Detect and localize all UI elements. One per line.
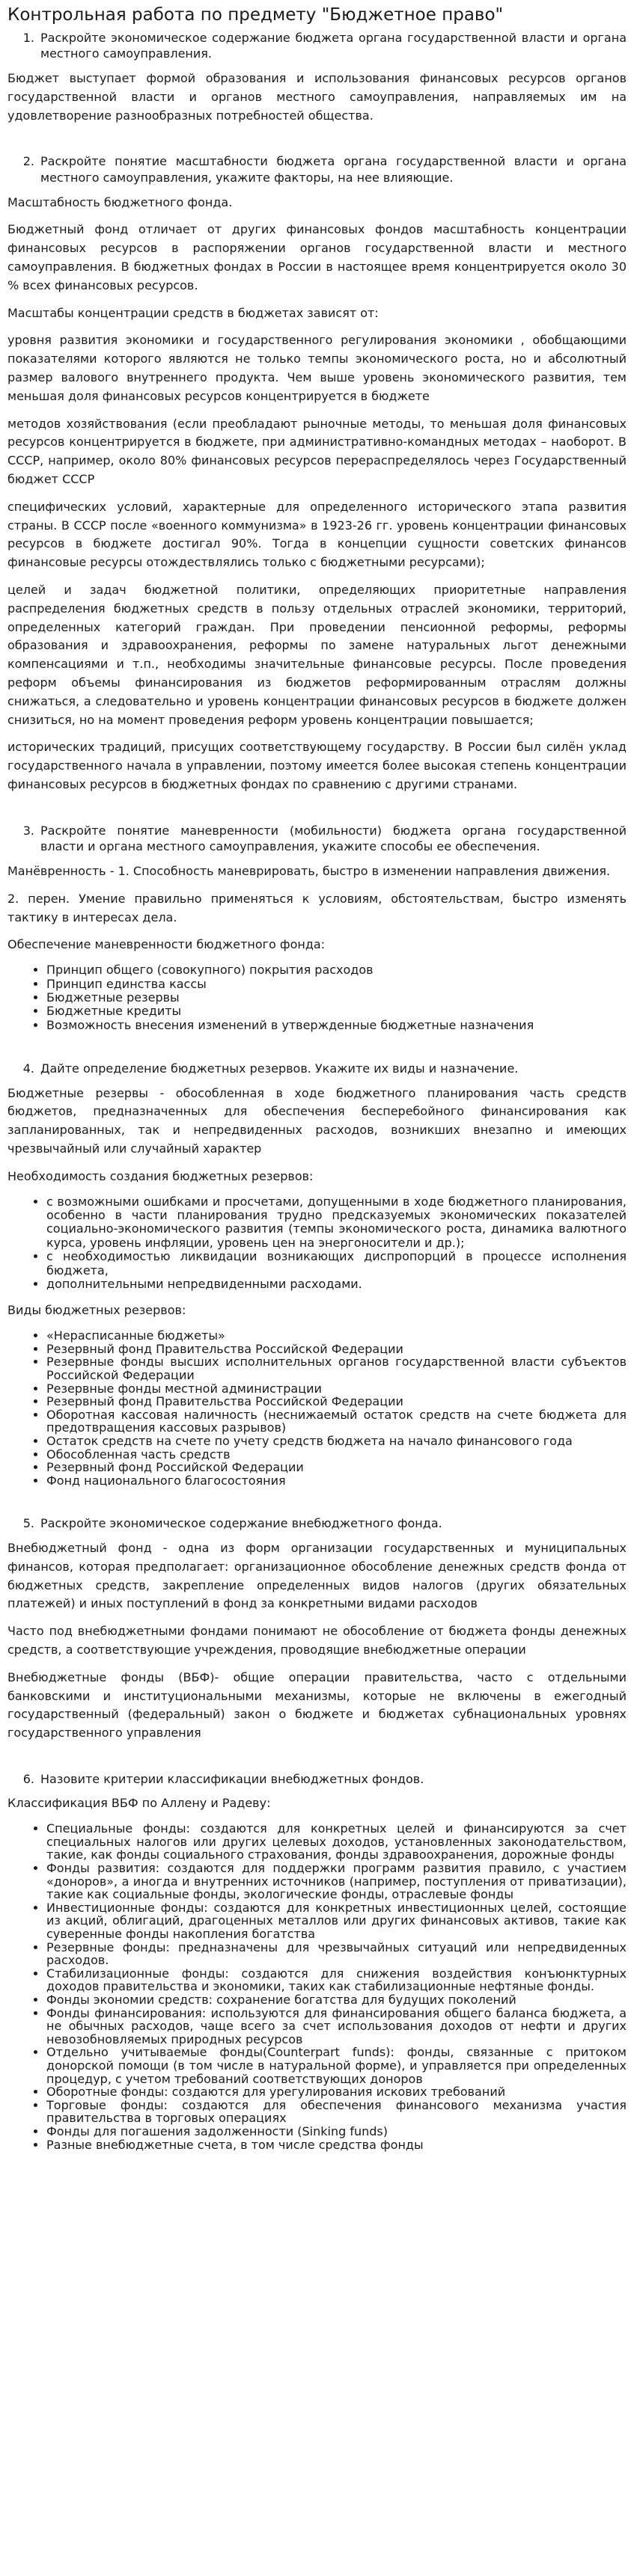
paragraph: 2. перен. Умение правильно применяться к условиям, обстоятельствам, быстро изменять тактику в интересах дела. [7,891,627,924]
list-item: • Фонды экономии средств: сохранение богатства для будущих поколений [46,1993,627,2007]
question-text: Раскройте экономическое содержание внебюджетного фонда. [40,1516,442,1531]
section-6 [7,1771,627,2151]
list-item: • с необходимостью ликвидации возникающих диспропорций в процессе исполнения бюджета, [46,1250,627,1278]
question-text: Дайте определение бюджетных резервов. Укажите их виды и назначение. [40,1061,519,1076]
paragraph: уровня развития экономики и государственного регулирования экономики , обобщающими показателями которого являются не только темпы экономического роста, но и абсолютный размер валового внутреннего продукта. Чем выше уровень экономического развития, тем меньшая доля финансовых ресурсов концентрируется в бюджете [7,333,627,403]
list-item: • Обособленная часть средств [46,1448,627,1462]
section-2 [7,153,627,794]
list-item: • Инвестиционные фонды: создаются для конкретных инвестиционных целей, состоящие из акций, облигаций, драгоценных металлов или других финансовых активов, такие как суверенные фонды накопления богатства [46,1901,627,1941]
paragraph: Виды бюджетных резервов: [7,1303,186,1318]
question-title [7,1771,627,1788]
paragraph: специфических условий, характерные для определенного исторического этапа развития страны. В СССР после «военного коммунизма» в 1923-26 гг. уровень концентрации финансовых ресурсов в бюджете достигал 90%. Тогда в концепции сущности советских финансов финансовые ресурсы отождествлялись только с бюджетными ресурсами); [7,499,627,570]
document-title: Контрольная работа по предмету "Бюджетное право" [7,5,504,25]
list-item: • Резервные фонды местной администрации [46,1382,627,1396]
bullet-list [7,1822,627,2151]
bullet-list [7,1329,627,1487]
list-item: • Отдельно учитываемые фонды(Counterpart funds): фонды, связанные с притоком донорской помощи (в том числе в натуральной форме), и управляется при определенных процедур, с учетом требований соответствующих доноров [46,2046,627,2085]
list-item: • Бюджетные кредиты [46,1005,627,1018]
list-item: • Фонды для погашения задолженности (Sinking funds) [46,2125,627,2138]
list-item: • Резервный фонд Российской Федерации [46,1461,627,1474]
question-number: 4. [22,1061,34,1076]
section-5 [7,1515,627,1743]
question-text: Раскройте понятие масштабности бюджета органа государственной власти и органа местного самоуправления, укажите факторы, на нее влияющие. [40,154,627,185]
paragraph: Бюджетные резервы - обособленная в ходе бюджетного планирования часть средств бюджетов, предназначенных для обеспечения бесперебойного финансирования как запланированных, так и непредвиденных расходов, возникших внезапно и имеющих чрезвычайный или случайный характер [7,1085,627,1156]
question-number: 6. [22,1771,34,1786]
question-title [7,823,627,855]
list-item: • Оборотная кассовая наличность (неснижаемый остаток средств на счете бюджета для предотвращения кассовых разрывов) [46,1408,627,1435]
list-item: • с возможными ошибками и просчетами, допущенными в ходе бюджетного планирования, особенно в части планирования трудно предсказуемых экономических показателей социально-экономического развития (темпы экономического роста, динамика валютного курса, уровень инфляции, уровень цен на энергоносители и др.); [46,1195,627,1251]
bullet-list [7,963,627,1032]
paragraph: Классификация ВБФ по Аллену и Радеву: [7,1796,271,1811]
list-item: • Фонд национального благосостояния [46,1474,627,1488]
list-item: • Разные внебюджетные счета, в том числе средства фонды [46,2138,627,2152]
question-number: 1. [22,30,34,45]
paragraph: Манёвренность - 1. Способность маневрировать, быстро в изменении направления движения. [7,863,611,878]
question-title [7,153,627,185]
paragraph: Внебюджетный фонд - одна из форм организации государственных и муниципальных финансов, которая предполагает: организационное обособление денежных средств фонда от бюджетных средств, закрепление определенных видов налогов (других обязательных платежей) и иных поступлений в фонд за конкретными видами расходов [7,1540,627,1611]
list-item: • Фонды развития: создаются для поддержки программ развития правило, с участием «доноров», а иногда и внутренних источников (например, поступления от приватизации), такие как социальные фонды, экологические фонды, отраслевые фонды [46,1862,627,1901]
list-item: • Резервные фонды высших исполнительных органов государственной власти субъектов Российской Федерации [46,1355,627,1381]
question-number: 3. [22,823,34,838]
paragraph: Необходимость создания бюджетных резервов: [7,1168,314,1183]
paragraph: Бюджет выступает формой образования и использования финансовых ресурсов органов государственной власти и органов местного самоуправления, направляемых им на удовлетворение разнообразных потребностей общества. [7,71,627,123]
paragraph: Часто под внебюджетными фондами понимают не обособление от бюджета фонды денежных средств, а соответствующие учреждения, проводящие внебюджетные операции [7,1624,627,1657]
paragraph: Бюджетный фонд отличает от других финансовых фондов масштабность концентрации финансовых ресурсов в распоряжении органов государственной власти и местного самоуправления. В бюджетных фондах в России в настоящее время концентрируется около 30 % всех финансовых ресурсов. [7,222,627,292]
list-item: • Возможность внесения изменений в утвержденные бюджетные назначения [46,1019,627,1032]
question-title [7,1515,627,1532]
paragraph: Масштабность бюджетного фонда. [7,194,233,209]
question-number: 2. [22,154,34,169]
list-item: • «Нерасписанные бюджеты» [46,1329,627,1343]
question-text: Раскройте понятие маневренности (мобильности) бюджета органа государственной власти и органа местного самоуправления, укажите способы ее обеспечения. [40,823,627,854]
list-item: • Торговые фонды: создаются для обеспечения финансового механизма участия правительства в торговых операциях [46,2099,627,2125]
question-text: Назовите критерии классификации внебюджетных фондов. [40,1771,424,1786]
question-title [7,30,627,62]
question-text: Раскройте экономическое содержание бюджета органа государственной власти и органа местного самоуправления. [40,30,627,61]
list-item: • Принцип единства кассы [46,978,627,991]
list-item: • Резервный фонд Правительства Российской Федерации [46,1343,627,1356]
paragraph: методов хозяйствования (если преобладают рыночные методы, то меньшая доля финансовых ресурсов концентрируется в бюджете, при административно-командных методах – наоборот. В СССР, например, около 80% финансовых ресурсов перераспределялось через Государственный бюджет СССР [7,416,627,487]
section-4 [7,1061,627,1487]
section-1 [7,30,627,126]
list-item: • дополнительными непредвиденными расходами. [46,1278,627,1291]
question-number: 5. [22,1516,34,1531]
paragraph: Внебюджетные фонды (ВБФ)- общие операции правительства, часто с отдельными банковскими и институциональными механизмы, которые не включены в ежегодный государственный (федеральный) закон о бюджете и бюджетах субнациональных уровнях государственного управления [7,1669,627,1741]
question-title [7,1061,627,1077]
list-item: • Стабилизационные фонды: создаются для снижения воздействия конъюнктурных доходов правительства и экономики, таких как стабилизационные нефтяные фонды. [46,1967,627,1993]
section-3 [7,823,627,1032]
list-item: • Резервные фонды: предназначены для чрезвычайных ситуаций или непредвиденных расходов. [46,1941,627,1967]
list-item: • Остаток средств на счете по учету средств бюджета на начало финансового года [46,1435,627,1448]
list-item: • Специальные фонды: создаются для конкретных целей и финансируются за счет специальных налогов или других целевых доходов, установленных законодательством, такие, как фонды социального страхования, фонды здравоохранения, дорожные фонды [46,1822,627,1862]
list-item: • Резервный фонд Правительства Российской Федерации [46,1395,627,1408]
paragraph: исторических традиций, присущих соответствующему государству. В России был силён уклад государственного начала в управлении, поэтому имеется более высокая степень концентрации финансовых ресурсов в бюджетных фондах по сравнению с другими странами. [7,740,627,791]
list-item: • Фонды финансирования: используются для финансирования общего баланса бюджета, а не обычных расходов, чаще всего за счет использования доходов от нефти и других невозобновляемых природных ресурсов [46,2007,627,2046]
list-item: • Оборотные фонды: создаются для урегулирования искових требований [46,2085,627,2099]
paragraph: Обеспечение маневренности бюджетного фонда: [7,937,326,952]
list-item: • Принцип общего (совокупного) покрытия расходов [46,963,627,977]
paragraph: Масштабы концентрации средств в бюджетах зависят от: [7,305,379,320]
bullet-list [7,1195,627,1292]
paragraph: целей и задач бюджетной политики, определяющих приоритетные направления распределения бюджетных средств в пользу отдельных отраслей экономики, территорий, определенных категорий граждан. При проведении пенсионной реформы, реформы образования и здравоохранения, реформы по замене натуральных льгот денежными компенсациями и т.п., необходимы значительные финансовые ресурсы. После проведения реформ объемы финансирования из бюджетов реформированным отраслям должны снижаться, а следовательно и уровень концентрации финансовых ресурсов в бюджете должен снизиться, но на момент проведения реформ уровень концентрации повышается; [7,583,627,727]
list-item: • Бюджетные резервы [46,991,627,1005]
